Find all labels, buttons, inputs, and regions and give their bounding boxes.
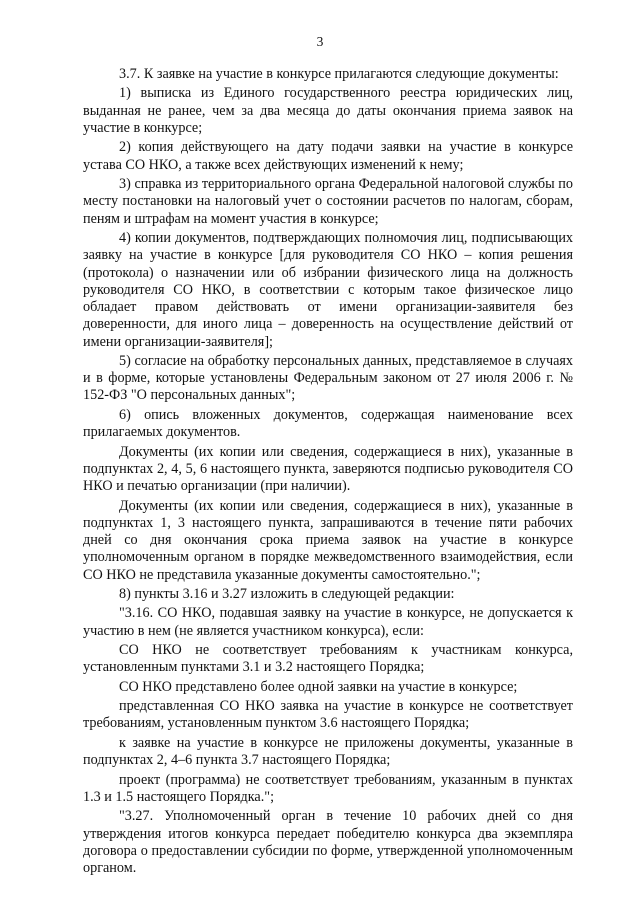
paragraph-3-16-condition-4: к заявке на участие в конкурсе не приложены документы, указанные в подпунктах 2, 4–6 пункта 3.7 настоящего Порядка; xyxy=(83,734,573,769)
paragraph-item-3: 3) справка из территориального органа Федеральной налоговой службы по месту постановки на налоговый учет о состоянии расчетов по налогам, сборам, пеням и штрафам на момент участия в конкурсе; xyxy=(83,176,573,227)
paragraph-3-16-condition-3: представленная СО НКО заявка на участие в конкурсе не соответствует требованиям, установленным пунктом 3.6 настоящего Порядка; xyxy=(83,698,573,732)
paragraph-item-1: 1) выписка из Единого государственного реестра юридических лиц, выданная не ранее, чем за два месяца до даты окончания приема заявок на участие в конкурсе; xyxy=(83,85,573,136)
paragraph-3-16-condition-1: СО НКО не соответствует требованиям к участникам конкурса, установленным пунктами 3.1 и 3.2 настоящего Порядка; xyxy=(83,642,573,676)
paragraph-amendment-8: 8) пункты 3.16 и 3.27 изложить в следующей редакции: xyxy=(119,585,455,602)
document-body xyxy=(83,66,573,879)
paragraph-item-4: 4) копии документов, подтверждающих полномочия лиц, подписывающих заявку на участие в конкурсе [для руководителя СО НКО – копия решения (протокола) о назначении или об избрании физического лица на должность руководителя СО НКО, в соответствии с которым такое физическое лицо обладает правом действовать от имени организации-заявителя без доверенности, для иного лица – доверенность на осуществление действий от имени организации-заявителя]; xyxy=(83,230,573,350)
page-number: 3 xyxy=(316,34,324,49)
paragraph-3-16-condition-2: СО НКО представлено более одной заявки на участие в конкурсе; xyxy=(119,678,518,695)
paragraph-item-5: 5) согласие на обработку персональных данных, представляемое в случаях и в форме, которые установлены Федеральным законом от 27 июля 2006 г. № 152-ФЗ "О персональных данных"; xyxy=(83,352,573,404)
paragraph-requested-documents: Документы (их копии или сведения, содержащиеся в них), указанные в подпунктах 1, 3 настоящего пункта, запрашиваются в течение пяти рабочих дней со дня окончания срока приема заявок на участие в конкурсе уполномоченным органом в порядке межведомственного взаимодействия, если СО НКО не представила указанные документы самостоятельно."; xyxy=(83,497,573,583)
paragraph-3-16-condition-5: проект (программа) не соответствует требованиям, указанным в пунктах 1.3 и 1.5 настоящего Порядка."; xyxy=(83,771,573,805)
paragraph-3-16: "3.16. СО НКО, подавшая заявку на участие в конкурсе, не допускается к участию в нем (не является участником конкурса), если: xyxy=(83,605,573,639)
paragraph-certified-documents: Документы (их копии или сведения, содержащиеся в них), указанные в подпунктах 2, 4, 5, 6 настоящего пункта, заверяются подписью руководителя СО НКО и печатью организации (при наличии). xyxy=(83,443,573,495)
paragraph-3-27: "3.27. Уполномоченный орган в течение 10 рабочих дней со дня утверждения итогов конкурса передает победителю конкурса два экземпляра договора о предоставлении субсидии по форме, утвержденной уполномоченным органом. xyxy=(83,808,573,876)
paragraph-3-7-heading: 3.7. К заявке на участие в конкурсе прилагаются следующие документы: xyxy=(119,66,559,82)
paragraph-item-6: 6) опись вложенных документов, содержащая наименование всех прилагаемых документов. xyxy=(83,406,573,441)
paragraph-item-2: 2) копия действующего на дату подачи заявки на участие в конкурсе устава СО НКО, а также всех действующих изменений к нему; xyxy=(83,139,573,173)
